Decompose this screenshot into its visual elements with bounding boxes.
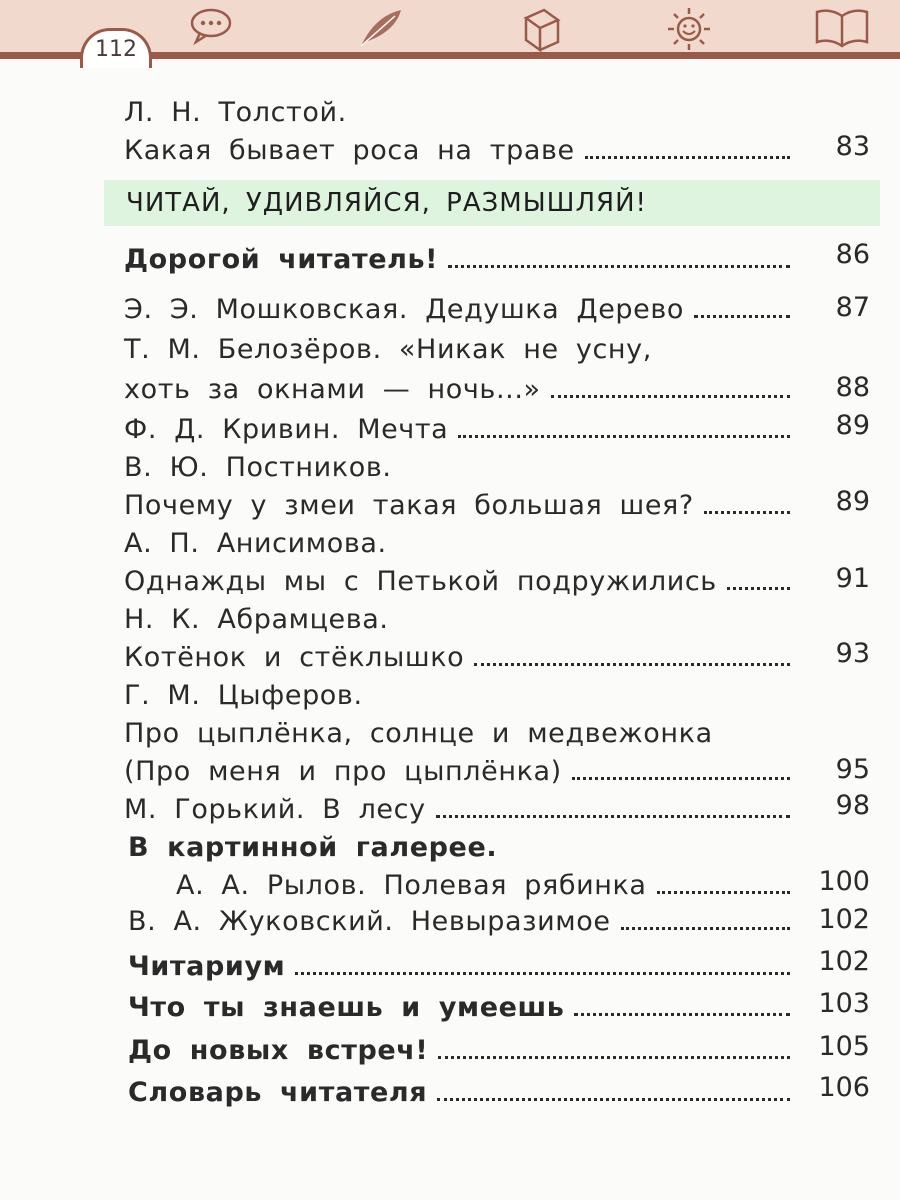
toc-entry: М. Горький. В лесу <box>124 793 800 827</box>
toc-page-number: 89 <box>835 486 870 517</box>
toc-entry: Читариум <box>128 950 800 984</box>
toc-entry: Котёнок и стёклышко <box>124 641 800 675</box>
toc-page-number: 102 <box>818 904 870 935</box>
toc-page-number: 88 <box>835 372 870 403</box>
toc-page-number: 95 <box>835 754 870 785</box>
toc-author: Н. К. Абрамцева. <box>124 604 389 635</box>
toc-author: В. Ю. Постников. <box>124 452 392 483</box>
toc-page-number: 102 <box>818 946 870 977</box>
toc-entry: В. А. Жуковский. Невыразимое <box>128 905 800 939</box>
toc-page-number: 98 <box>835 790 870 821</box>
toc-page-number: 87 <box>835 292 870 323</box>
toc-page-number: 91 <box>835 563 870 594</box>
toc-author: Л. Н. Толстой. <box>124 97 347 128</box>
toc-entry-line: Про цыплёнка, солнце и медвежонка <box>124 718 713 749</box>
toc-entry: (Про меня и про цыплёнка) <box>124 755 800 789</box>
toc-entry: Э. Э. Мошковская. Дедушка Дерево <box>124 293 800 327</box>
toc-author: А. П. Анисимова. <box>124 528 387 559</box>
toc-entry: Что ты знаешь и умеешь <box>128 991 800 1025</box>
toc-page-number: 83 <box>835 131 870 162</box>
toc-page-number: 86 <box>835 239 870 270</box>
toc-entry: Почему у змеи такая большая шея? <box>124 489 800 523</box>
toc-subsection-title: В картинной галерее. <box>128 832 498 863</box>
page-number: 112 <box>95 37 137 62</box>
toc-entry: До новых встреч! <box>128 1034 800 1068</box>
section-title: ЧИТАЙ, УДИВЛЯЙСЯ, РАЗМЫШЛЯЙ! <box>126 188 647 218</box>
toc-entry: Дорогой читатель! <box>124 243 800 277</box>
toc-entry: хоть за окнами — ночь...» <box>124 373 800 407</box>
toc-entry-title: Какая бывает роса на траве <box>124 135 575 166</box>
toc-page-number: 100 <box>818 866 870 897</box>
toc-author: Г. М. Цыферов. <box>124 680 363 711</box>
toc-page-number: 93 <box>835 638 870 669</box>
toc-page-number: 106 <box>818 1072 870 1103</box>
toc-entry-line: Т. М. Белозёров. «Никак не усну, <box>124 334 652 365</box>
toc-entry: Ф. Д. Кривин. Мечта <box>124 413 800 447</box>
section-header <box>104 180 880 226</box>
toc-page-number: 89 <box>835 410 870 441</box>
toc-entry: Однажды мы с Петькой подружились <box>124 565 800 599</box>
toc-entry <box>124 134 800 168</box>
toc-page-number: 105 <box>818 1031 870 1062</box>
toc-page-number: 103 <box>818 988 870 1019</box>
toc-entry: А. А. Рылов. Полевая рябинка <box>176 869 800 903</box>
toc-entry: Словарь читателя <box>128 1076 800 1110</box>
